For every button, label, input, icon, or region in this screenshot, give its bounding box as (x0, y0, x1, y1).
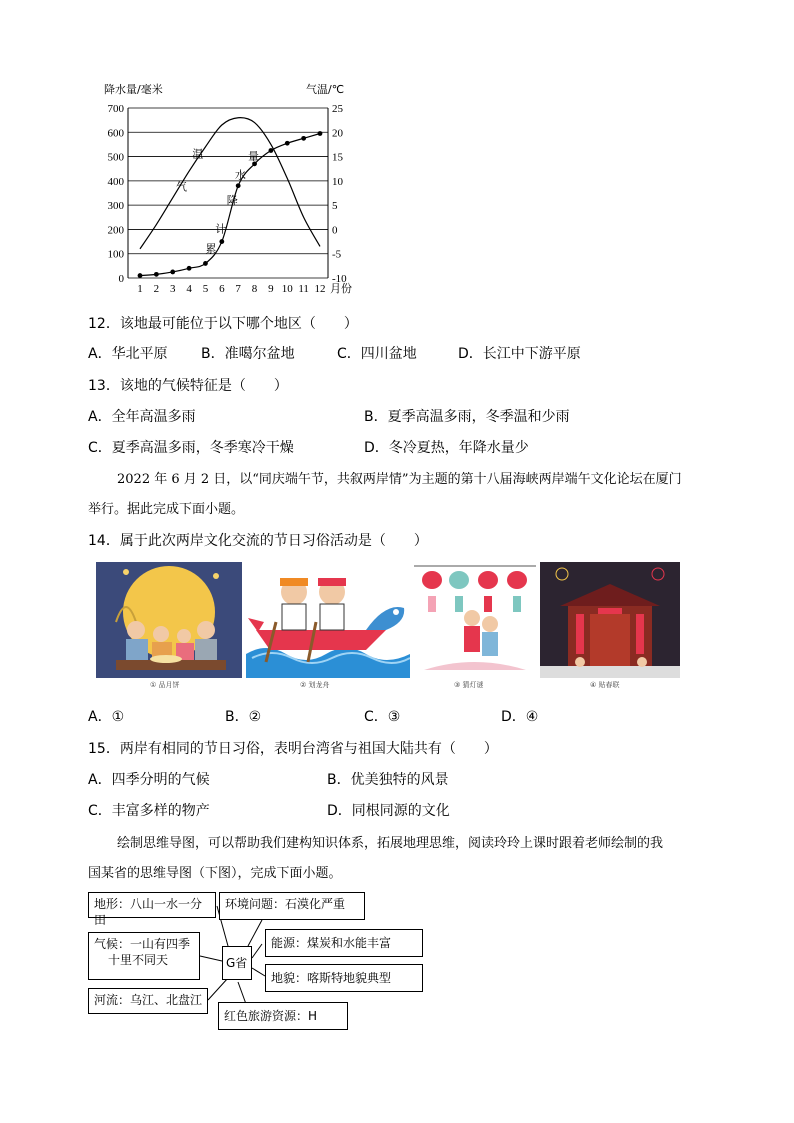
month-tick-label: 12 (314, 283, 326, 295)
caption-2: ② 划龙舟 (300, 681, 330, 689)
left-tick-label: 0 (118, 273, 124, 285)
q13-option-d[interactable]: D．冬冷夏热，年降水量少 (364, 440, 529, 456)
month-tick-label: 5 (202, 283, 209, 295)
precipitation-label-char: 计 (215, 222, 227, 236)
left-tick-label: 500 (107, 151, 124, 164)
q15-option-a[interactable]: A．四季分明的气候 (88, 772, 210, 788)
q15-option-c[interactable]: C．丰富多样的物产 (88, 803, 210, 819)
q15-stem: 15．两岸有相同的节日习俗，表明台湾省与祖国大陆共有（ ） (88, 741, 498, 757)
mindmap-landform: 地貌：喀斯特地貌典型 (265, 964, 423, 992)
q13-option-a[interactable]: A．全年高温多雨 (88, 409, 196, 425)
q13-option-c[interactable]: C．夏季高温多雨，冬季寒冷干燥 (88, 440, 294, 456)
right-tick-label: 0 (332, 224, 338, 237)
right-tick-label: 15 (332, 151, 343, 164)
passage2-line1: 绘制思维导图，可以帮助我们建构知识体系，拓展地理思维，阅读玲玲上课时跟着老师绘制的我 (117, 836, 664, 851)
q15-option-b[interactable]: B．优美独特的风景 (327, 772, 449, 788)
month-tick-label: 3 (169, 283, 176, 295)
q14-option-b[interactable]: B．② (225, 709, 262, 725)
mindmap-red-tourism: 红色旅游资源：H (218, 1002, 348, 1030)
left-tick-label: 300 (107, 200, 124, 213)
mindmap-climate (88, 932, 200, 980)
q15-option-d[interactable]: D．同根同源的文化 (327, 803, 450, 819)
q13-option-b[interactable]: B．夏季高温多雨，冬季温和少雨 (364, 409, 570, 425)
caption-3: ③ 猜灯谜 (454, 681, 484, 689)
month-tick-label: 2 (153, 283, 160, 295)
q14-option-a[interactable]: A．① (88, 709, 125, 725)
right-axis-title: 气温/℃ (306, 83, 345, 96)
right-tick-label: -5 (332, 248, 342, 261)
month-tick-label: 11 (298, 283, 309, 295)
q13-stem: 13．该地的气候特征是（ ） (88, 378, 288, 394)
q12-option-b[interactable]: B．准噶尔盆地 (201, 346, 295, 362)
precipitation-label-char: 降 (226, 193, 238, 207)
temperature-label-char: 气 (176, 180, 187, 194)
caption-4: ④ 贴春联 (590, 681, 620, 689)
q14-option-c[interactable]: C．③ (364, 709, 401, 725)
left-tick-label: 100 (107, 248, 124, 261)
q12-option-a[interactable]: A．华北平原 (88, 346, 168, 362)
left-tick-label: 700 (107, 103, 124, 115)
precipitation-label-char: 量 (248, 150, 259, 164)
month-tick-label: 10 (281, 283, 293, 295)
passage1-line1: 2022 年 6 月 2 日，以“同庆端午节，共叙两岸情”为主题的第十八届海峡两岸端午文化论坛在厦门 (117, 472, 682, 487)
mindmap-terrain: 地形：八山一水一分田 (88, 892, 216, 918)
right-tick-label: 5 (332, 200, 338, 213)
left-tick-label: 200 (107, 224, 124, 237)
month-tick-label: 9 (268, 283, 274, 295)
right-tick-label: 20 (332, 127, 343, 140)
month-tick-label: 4 (186, 283, 192, 295)
right-tick-label: 10 (332, 175, 343, 188)
left-axis-title: 降水量/毫米 (104, 83, 163, 96)
right-tick-label: -10 (332, 273, 347, 285)
passage2-line2: 国某省的思维导图（下图），完成下面小题。 (88, 866, 342, 881)
mindmap-river: 河流：乌江、北盘江 (88, 988, 208, 1014)
q14-option-d[interactable]: D．④ (501, 709, 539, 725)
precipitation-label-char: 累 (205, 242, 217, 256)
temperature-label-char: 温 (192, 147, 204, 161)
q14-stem: 14．属于此次两岸文化交流的节日习俗活动是（ ） (88, 533, 428, 549)
precipitation-label-char: 水 (234, 168, 246, 182)
left-tick-label: 600 (107, 127, 124, 140)
left-tick-label: 400 (107, 175, 124, 188)
month-tick-label: 1 (137, 283, 143, 295)
month-tick-label: 8 (251, 283, 258, 295)
mindmap-climate-line2: 十里不同天 (108, 953, 169, 967)
q12-option-d[interactable]: D．长江中下游平原 (458, 346, 581, 362)
month-tick-label: 6 (219, 283, 225, 295)
month-tick-label: 7 (235, 283, 241, 295)
mindmap-center-node: G省 (222, 946, 252, 980)
mindmap-climate-line1: 气候：一山有四季 (94, 937, 191, 951)
caption-1: ① 品月饼 (150, 681, 180, 689)
q12-option-c[interactable]: C．四川盆地 (337, 346, 417, 362)
x-unit-label: 月份 (330, 282, 352, 295)
mindmap-environment: 环境问题：石漠化严重 (219, 892, 365, 920)
right-tick-label: 25 (332, 103, 343, 115)
passage1-line2: 举行。据此完成下面小题。 (88, 502, 245, 517)
mindmap-energy: 能源：煤炭和水能丰富 (265, 929, 423, 957)
q12-stem: 12．该地最可能位于以下哪个地区（ ） (88, 316, 358, 332)
